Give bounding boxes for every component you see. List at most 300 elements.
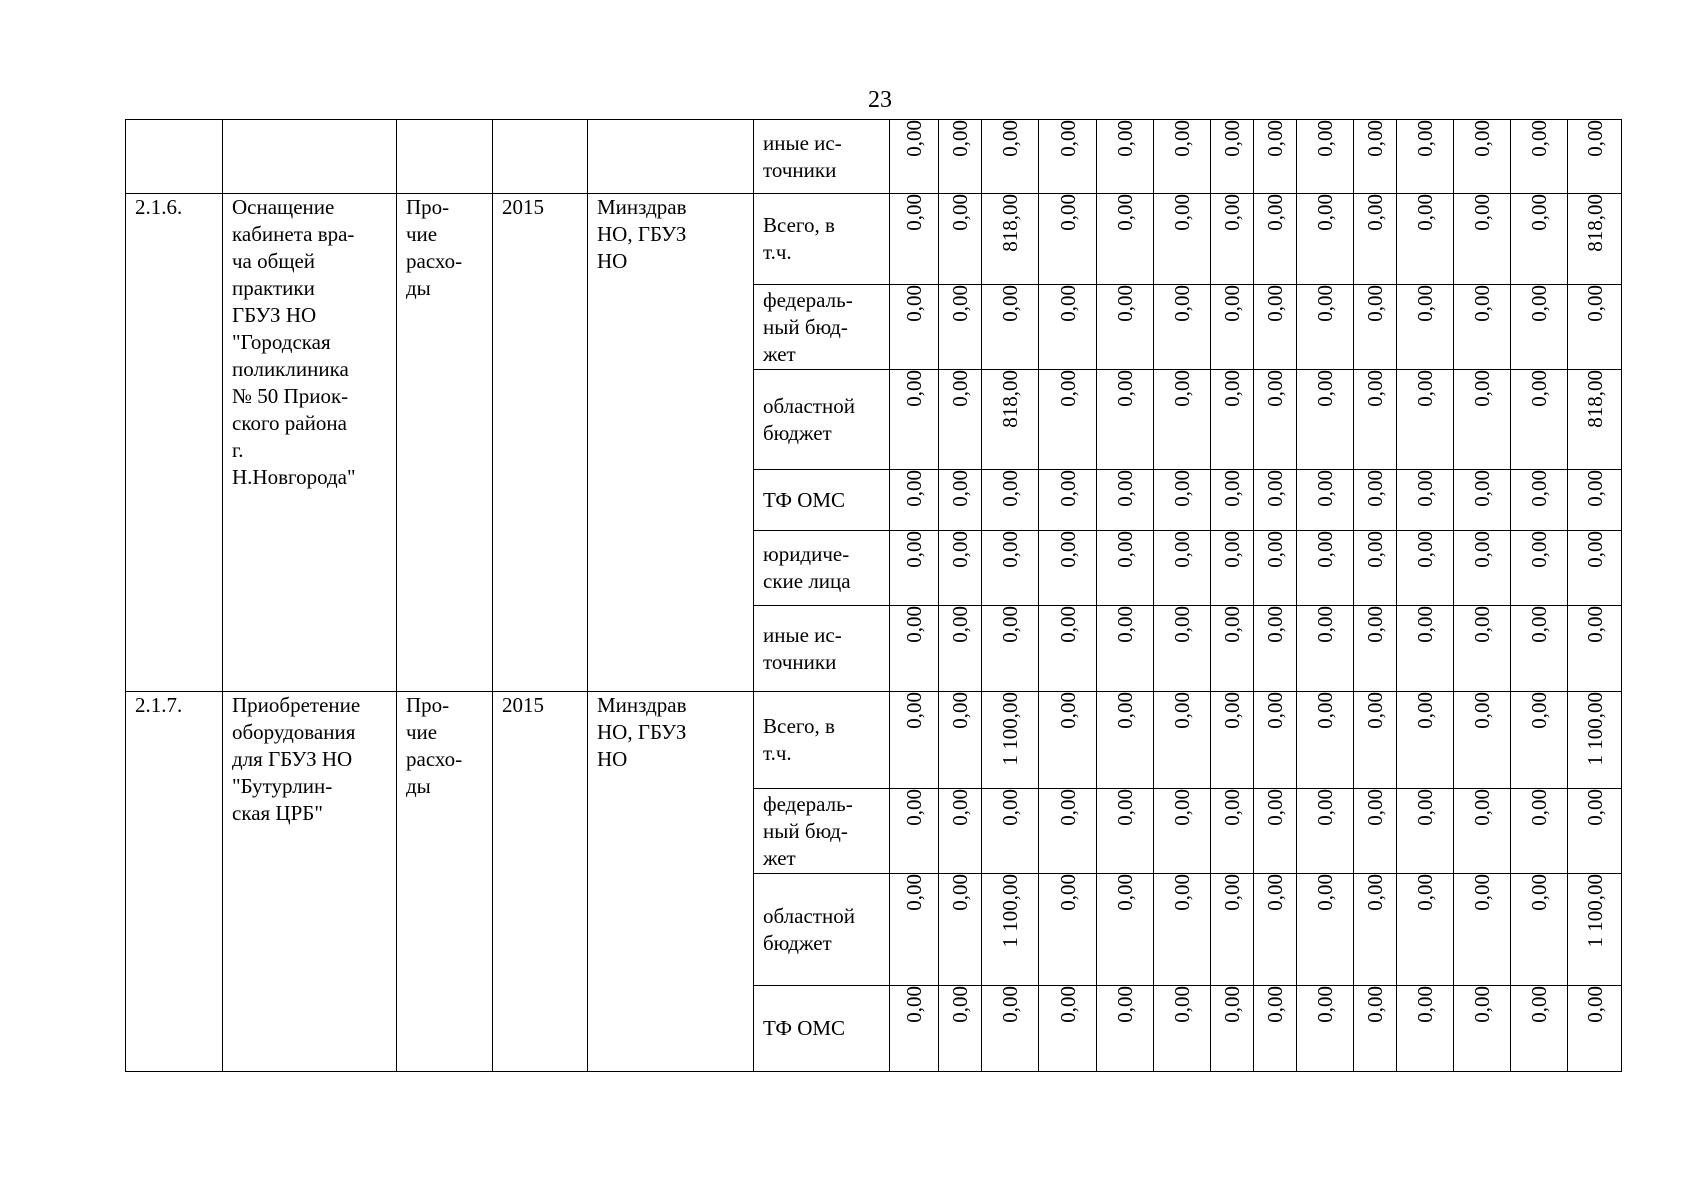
amount-cell xyxy=(1354,470,1397,531)
amount-cell xyxy=(1039,874,1097,986)
amount-value: 0,00 xyxy=(1470,986,1494,1023)
amount-cell xyxy=(890,789,939,874)
amount-value: 0,00 xyxy=(1170,370,1194,407)
item-executor xyxy=(588,120,754,194)
amount-cell xyxy=(1397,789,1454,874)
amount-value: 0,00 xyxy=(948,606,972,643)
funding-source-label: ТФ ОМС xyxy=(754,986,890,1072)
amount-value: 0,00 xyxy=(1113,874,1137,911)
amount-cell xyxy=(1454,606,1511,692)
amount-value: 0,00 xyxy=(1363,285,1387,322)
amount-cell xyxy=(939,370,982,470)
amount-cell xyxy=(1211,120,1254,194)
amount-cell xyxy=(1297,194,1354,285)
amount-cell xyxy=(1097,531,1154,606)
amount-cell xyxy=(1097,874,1154,986)
amount-cell xyxy=(939,874,982,986)
amount-value: 0,00 xyxy=(1527,789,1551,826)
amount-cell xyxy=(1511,120,1568,194)
item-year: 2015 xyxy=(493,692,588,1072)
amount-value: 0,00 xyxy=(1313,606,1337,643)
amount-value: 0,00 xyxy=(1170,120,1194,157)
amount-value: 0,00 xyxy=(1113,120,1137,157)
amount-cell xyxy=(1154,789,1211,874)
amount-value: 1 100,00 xyxy=(998,874,1022,948)
amount-cell xyxy=(1039,986,1097,1072)
table-row xyxy=(126,194,1622,285)
amount-cell xyxy=(1568,285,1622,370)
funding-source-label: юридиче- ские лица xyxy=(754,531,890,606)
amount-value: 0,00 xyxy=(1470,120,1494,157)
amount-value: 0,00 xyxy=(1113,470,1137,507)
amount-value: 0,00 xyxy=(1363,370,1387,407)
amount-cell xyxy=(1511,194,1568,285)
amount-cell xyxy=(1039,370,1097,470)
amount-value: 0,00 xyxy=(1363,606,1387,643)
amount-cell xyxy=(1254,194,1297,285)
amount-cell xyxy=(1097,194,1154,285)
amount-cell xyxy=(1039,692,1097,789)
amount-cell xyxy=(1254,874,1297,986)
amount-cell xyxy=(1297,470,1354,531)
amount-value: 0,00 xyxy=(1413,470,1437,507)
amount-value: 0,00 xyxy=(1170,692,1194,729)
amount-value: 0,00 xyxy=(1470,194,1494,231)
amount-cell xyxy=(1297,370,1354,470)
item-year: 2015 xyxy=(493,194,588,692)
amount-value: 0,00 xyxy=(1470,789,1494,826)
amount-value: 0,00 xyxy=(998,120,1022,157)
amount-cell xyxy=(1511,986,1568,1072)
amount-value: 0,00 xyxy=(1263,874,1287,911)
amount-value: 0,00 xyxy=(1413,370,1437,407)
amount-cell xyxy=(1568,470,1622,531)
amount-value: 0,00 xyxy=(1113,789,1137,826)
amount-cell xyxy=(1254,531,1297,606)
amount-cell xyxy=(1511,789,1568,874)
amount-cell xyxy=(1454,692,1511,789)
amount-value: 0,00 xyxy=(1220,986,1244,1023)
amount-value: 0,00 xyxy=(1170,531,1194,568)
amount-value: 0,00 xyxy=(1582,789,1607,826)
amount-value: 0,00 xyxy=(1413,531,1437,568)
amount-cell xyxy=(1397,370,1454,470)
amount-cell xyxy=(1154,370,1211,470)
amount-cell xyxy=(939,470,982,531)
amount-value: 0,00 xyxy=(1527,692,1551,729)
amount-value: 0,00 xyxy=(1363,692,1387,729)
amount-value: 0,00 xyxy=(1263,470,1287,507)
amount-cell xyxy=(1097,370,1154,470)
amount-value: 0,00 xyxy=(902,606,926,643)
amount-cell xyxy=(1454,285,1511,370)
funding-source-label: областной бюджет xyxy=(754,370,890,470)
amount-cell xyxy=(1039,606,1097,692)
amount-cell xyxy=(1297,789,1354,874)
amount-cell xyxy=(1211,470,1254,531)
amount-value: 0,00 xyxy=(902,692,926,729)
amount-cell xyxy=(1211,531,1254,606)
amount-cell xyxy=(982,120,1039,194)
amount-value: 0,00 xyxy=(1220,789,1244,826)
funding-source-label: федераль- ный бюд- жет xyxy=(754,789,890,874)
amount-value: 0,00 xyxy=(1527,470,1551,507)
amount-cell xyxy=(1454,194,1511,285)
amount-value: 0,00 xyxy=(1170,470,1194,507)
amount-cell xyxy=(1397,470,1454,531)
amount-value: 0,00 xyxy=(1170,194,1194,231)
amount-value: 0,00 xyxy=(1170,874,1194,911)
amount-cell xyxy=(1211,194,1254,285)
amount-value: 0,00 xyxy=(1527,194,1551,231)
amount-value: 0,00 xyxy=(1113,285,1137,322)
amount-value: 0,00 xyxy=(1220,120,1244,157)
amount-value: 0,00 xyxy=(1220,194,1244,231)
amount-value: 0,00 xyxy=(1470,370,1494,407)
amount-value: 0,00 xyxy=(998,986,1022,1023)
amount-cell xyxy=(1454,120,1511,194)
amount-value: 0,00 xyxy=(902,285,926,322)
amount-value: 818,00 xyxy=(998,370,1022,428)
expense-type xyxy=(397,120,493,194)
amount-value: 0,00 xyxy=(1363,789,1387,826)
amount-cell xyxy=(1254,789,1297,874)
amount-cell xyxy=(1397,531,1454,606)
amount-cell xyxy=(1568,531,1622,606)
amount-cell xyxy=(890,194,939,285)
amount-cell xyxy=(1354,285,1397,370)
expense-type: Про- чие расхо- ды xyxy=(397,194,493,692)
amount-cell xyxy=(1039,285,1097,370)
amount-cell xyxy=(1297,606,1354,692)
amount-value: 0,00 xyxy=(1313,874,1337,911)
amount-cell xyxy=(1254,120,1297,194)
amount-value: 0,00 xyxy=(1470,692,1494,729)
amount-cell xyxy=(982,986,1039,1072)
amount-cell xyxy=(1039,194,1097,285)
amount-cell xyxy=(1097,692,1154,789)
amount-cell xyxy=(1454,874,1511,986)
amount-cell xyxy=(1297,986,1354,1072)
amount-value: 0,00 xyxy=(902,874,926,911)
funding-source-label: ТФ ОМС xyxy=(754,470,890,531)
amount-cell xyxy=(1397,120,1454,194)
amount-value: 0,00 xyxy=(1363,874,1387,911)
amount-cell xyxy=(1511,692,1568,789)
amount-value: 0,00 xyxy=(1363,120,1387,157)
amount-cell xyxy=(1354,120,1397,194)
amount-value: 0,00 xyxy=(1527,285,1551,322)
amount-value: 0,00 xyxy=(1313,370,1337,407)
amount-value: 0,00 xyxy=(1113,692,1137,729)
budget-table xyxy=(125,119,1622,1072)
amount-value: 0,00 xyxy=(1363,986,1387,1023)
amount-value: 0,00 xyxy=(1363,470,1387,507)
item-code: 2.1.7. xyxy=(126,692,223,1072)
amount-cell xyxy=(1568,606,1622,692)
amount-cell xyxy=(982,470,1039,531)
amount-value: 0,00 xyxy=(1055,370,1080,407)
amount-cell xyxy=(1511,285,1568,370)
amount-cell xyxy=(1568,194,1622,285)
amount-value: 0,00 xyxy=(1263,194,1287,231)
amount-value: 0,00 xyxy=(1055,470,1080,507)
amount-value: 0,00 xyxy=(1527,874,1551,911)
amount-cell xyxy=(890,874,939,986)
amount-cell xyxy=(1154,692,1211,789)
amount-cell xyxy=(1354,531,1397,606)
amount-value: 0,00 xyxy=(1527,370,1551,407)
amount-value: 0,00 xyxy=(948,120,972,157)
item-year xyxy=(493,120,588,194)
amount-value: 0,00 xyxy=(1263,789,1287,826)
item-executor: Минздрав НО, ГБУЗ НО xyxy=(588,692,754,1072)
amount-value: 0,00 xyxy=(1055,692,1080,729)
amount-cell xyxy=(1254,692,1297,789)
amount-value: 1 100,00 xyxy=(998,692,1022,766)
amount-value: 0,00 xyxy=(948,789,972,826)
item-name xyxy=(223,120,397,194)
amount-cell xyxy=(1097,606,1154,692)
amount-value: 0,00 xyxy=(1170,285,1194,322)
amount-cell xyxy=(1039,531,1097,606)
amount-value: 0,00 xyxy=(1413,986,1437,1023)
amount-cell xyxy=(939,531,982,606)
amount-cell xyxy=(1097,986,1154,1072)
amount-cell xyxy=(939,606,982,692)
amount-cell xyxy=(1511,531,1568,606)
amount-value: 0,00 xyxy=(1313,789,1337,826)
amount-value: 0,00 xyxy=(1170,789,1194,826)
funding-source-label: иные ис- точники xyxy=(754,120,890,194)
amount-value: 0,00 xyxy=(902,470,926,507)
amount-cell xyxy=(1254,986,1297,1072)
amount-cell xyxy=(1254,285,1297,370)
amount-cell xyxy=(1211,874,1254,986)
amount-cell xyxy=(1511,370,1568,470)
amount-value: 0,00 xyxy=(1313,194,1337,231)
item-name: Оснащение кабинета вра- ча общей практики ГБУЗ НО "Городская поликлиника № 50 Приок- ского района г. Н.Новгорода" xyxy=(223,194,397,692)
expense-type: Про- чие расхо- ды xyxy=(397,692,493,1072)
amount-value: 0,00 xyxy=(1582,531,1607,568)
amount-value: 0,00 xyxy=(1220,692,1244,729)
amount-cell xyxy=(1397,986,1454,1072)
amount-cell xyxy=(1154,120,1211,194)
amount-value: 0,00 xyxy=(948,874,972,911)
amount-cell xyxy=(1039,789,1097,874)
amount-value: 0,00 xyxy=(1220,874,1244,911)
amount-value: 0,00 xyxy=(1413,194,1437,231)
amount-value: 0,00 xyxy=(998,606,1022,643)
item-name: Приобретение оборудования для ГБУЗ НО "Бутурлин- ская ЦРБ" xyxy=(223,692,397,1072)
amount-value: 0,00 xyxy=(1470,606,1494,643)
amount-value: 0,00 xyxy=(1220,606,1244,643)
amount-value: 0,00 xyxy=(998,285,1022,322)
amount-value: 0,00 xyxy=(1263,285,1287,322)
amount-value: 818,00 xyxy=(1582,370,1607,428)
amount-cell xyxy=(890,986,939,1072)
amount-value: 0,00 xyxy=(1470,874,1494,911)
amount-value: 0,00 xyxy=(998,789,1022,826)
amount-cell xyxy=(982,606,1039,692)
amount-cell xyxy=(1568,120,1622,194)
amount-value: 0,00 xyxy=(1313,692,1337,729)
amount-cell xyxy=(1454,986,1511,1072)
amount-cell xyxy=(939,692,982,789)
amount-value: 0,00 xyxy=(1527,606,1551,643)
funding-source-label: Всего, в т.ч. xyxy=(754,692,890,789)
amount-cell xyxy=(890,370,939,470)
amount-value: 0,00 xyxy=(902,370,926,407)
amount-cell xyxy=(1397,194,1454,285)
amount-cell xyxy=(890,470,939,531)
funding-source-label: федераль- ный бюд- жет xyxy=(754,285,890,370)
amount-value: 0,00 xyxy=(1055,874,1080,911)
amount-value: 0,00 xyxy=(1220,470,1244,507)
amount-value: 0,00 xyxy=(1413,606,1437,643)
amount-value: 0,00 xyxy=(1263,370,1287,407)
amount-value: 0,00 xyxy=(1220,531,1244,568)
amount-cell xyxy=(1254,606,1297,692)
amount-value: 0,00 xyxy=(1527,120,1551,157)
item-executor: Минздрав НО, ГБУЗ НО xyxy=(588,194,754,692)
amount-value: 0,00 xyxy=(1055,789,1080,826)
amount-cell xyxy=(1568,986,1622,1072)
amount-cell xyxy=(1254,370,1297,470)
amount-cell xyxy=(982,692,1039,789)
amount-cell xyxy=(890,692,939,789)
amount-cell xyxy=(1097,470,1154,531)
amount-cell xyxy=(982,370,1039,470)
item-code xyxy=(126,120,223,194)
amount-value: 0,00 xyxy=(1113,986,1137,1023)
amount-cell xyxy=(1154,285,1211,370)
amount-value: 0,00 xyxy=(1113,606,1137,643)
amount-cell xyxy=(1297,874,1354,986)
amount-cell xyxy=(1297,120,1354,194)
amount-value: 0,00 xyxy=(1113,531,1137,568)
amount-value: 818,00 xyxy=(998,194,1022,252)
amount-value: 0,00 xyxy=(948,285,972,322)
amount-cell xyxy=(890,285,939,370)
amount-cell xyxy=(939,120,982,194)
amount-value: 0,00 xyxy=(1055,285,1080,322)
amount-cell xyxy=(1511,470,1568,531)
amount-cell xyxy=(1511,606,1568,692)
amount-cell xyxy=(1254,470,1297,531)
amount-value: 0,00 xyxy=(1413,120,1437,157)
amount-cell xyxy=(939,285,982,370)
amount-value: 0,00 xyxy=(1170,986,1194,1023)
amount-cell xyxy=(982,789,1039,874)
amount-value: 0,00 xyxy=(1313,285,1337,322)
amount-cell xyxy=(939,986,982,1072)
amount-value: 0,00 xyxy=(1113,370,1137,407)
item-code: 2.1.6. xyxy=(126,194,223,692)
amount-value: 0,00 xyxy=(998,531,1022,568)
amount-value: 0,00 xyxy=(1220,370,1244,407)
amount-cell xyxy=(1397,692,1454,789)
amount-cell xyxy=(1154,874,1211,986)
amount-cell xyxy=(1354,986,1397,1072)
amount-cell xyxy=(1211,606,1254,692)
amount-value: 0,00 xyxy=(1113,194,1137,231)
amount-cell xyxy=(1039,470,1097,531)
amount-value: 0,00 xyxy=(1313,531,1337,568)
amount-value: 0,00 xyxy=(1470,531,1494,568)
amount-value: 0,00 xyxy=(1582,470,1607,507)
amount-cell xyxy=(1354,692,1397,789)
amount-value: 1 100,00 xyxy=(1582,874,1607,948)
amount-value: 0,00 xyxy=(1220,285,1244,322)
amount-cell xyxy=(1154,986,1211,1072)
amount-cell xyxy=(1568,692,1622,789)
amount-value: 0,00 xyxy=(1263,692,1287,729)
amount-cell xyxy=(1354,370,1397,470)
amount-cell xyxy=(1297,692,1354,789)
amount-value: 0,00 xyxy=(1413,789,1437,826)
amount-cell xyxy=(1568,370,1622,470)
amount-value: 0,00 xyxy=(1055,194,1080,231)
amount-cell xyxy=(1097,789,1154,874)
amount-value: 0,00 xyxy=(1313,986,1337,1023)
amount-value: 0,00 xyxy=(1055,531,1080,568)
amount-cell xyxy=(982,285,1039,370)
amount-value: 0,00 xyxy=(1170,606,1194,643)
amount-cell xyxy=(1354,874,1397,986)
amount-value: 0,00 xyxy=(1413,692,1437,729)
amount-cell xyxy=(1454,370,1511,470)
amount-value: 0,00 xyxy=(1582,986,1607,1023)
amount-value: 0,00 xyxy=(1263,986,1287,1023)
amount-value: 0,00 xyxy=(1363,531,1387,568)
amount-cell xyxy=(1097,120,1154,194)
amount-value: 0,00 xyxy=(1055,120,1080,157)
amount-value: 0,00 xyxy=(1470,470,1494,507)
amount-value: 0,00 xyxy=(1582,606,1607,643)
amount-value: 0,00 xyxy=(948,531,972,568)
amount-value: 0,00 xyxy=(1363,194,1387,231)
amount-cell xyxy=(1511,874,1568,986)
amount-cell xyxy=(1397,285,1454,370)
amount-cell xyxy=(1297,285,1354,370)
amount-value: 0,00 xyxy=(1263,531,1287,568)
amount-value: 1 100,00 xyxy=(1582,692,1607,766)
amount-value: 0,00 xyxy=(1263,606,1287,643)
amount-cell xyxy=(1397,606,1454,692)
amount-cell xyxy=(982,531,1039,606)
amount-value: 0,00 xyxy=(998,470,1022,507)
amount-cell xyxy=(1297,531,1354,606)
amount-cell xyxy=(1568,874,1622,986)
amount-cell xyxy=(1039,120,1097,194)
funding-source-label: иные ис- точники xyxy=(754,606,890,692)
amount-value: 0,00 xyxy=(1313,470,1337,507)
amount-value: 0,00 xyxy=(948,986,972,1023)
amount-value: 0,00 xyxy=(1527,986,1551,1023)
amount-cell xyxy=(890,606,939,692)
amount-cell xyxy=(1154,470,1211,531)
amount-value: 0,00 xyxy=(902,120,926,157)
amount-cell xyxy=(1154,606,1211,692)
amount-cell xyxy=(982,874,1039,986)
amount-cell xyxy=(1097,285,1154,370)
amount-cell xyxy=(982,194,1039,285)
amount-value: 0,00 xyxy=(1313,120,1337,157)
amount-cell xyxy=(939,789,982,874)
amount-value: 0,00 xyxy=(1527,531,1551,568)
amount-value: 0,00 xyxy=(948,692,972,729)
